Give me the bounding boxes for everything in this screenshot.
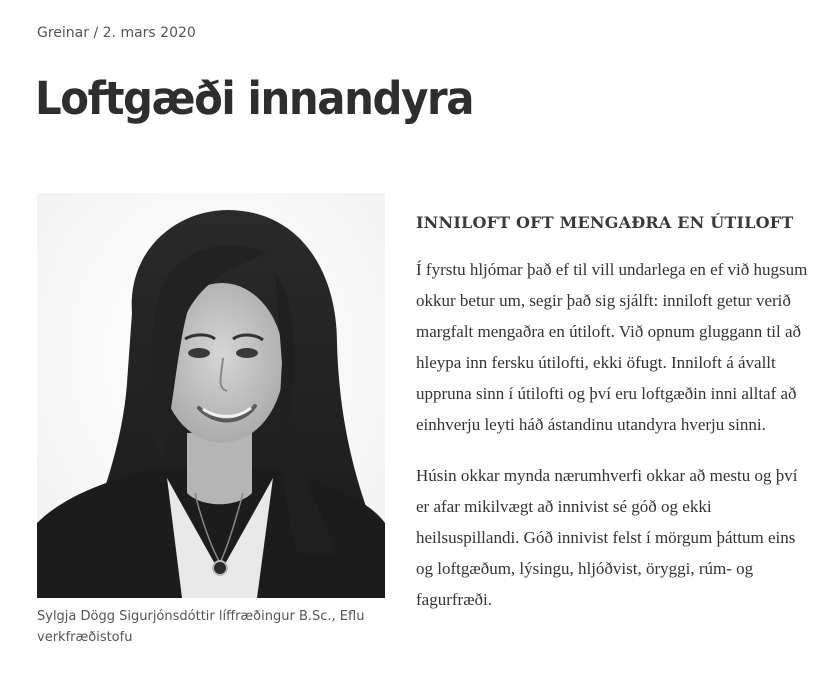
page-title: Loftgæði innandyra xyxy=(35,72,474,125)
category-link[interactable]: Greinar xyxy=(37,25,90,41)
portrait-photo xyxy=(37,193,385,598)
photo-caption: Sylgja Dögg Sigurjónsdóttir líffræðingur B.Sc., Eflu verkfræðistofu xyxy=(37,609,365,645)
article-subheading: INNILOFT OFT MENGAÐRA EN ÚTILOFT xyxy=(416,213,794,232)
post-date: 2. mars 2020 xyxy=(102,25,196,41)
article-paragraph: Í fyrstu hljómar það ef til vill undarlega en ef við hugsum okkur betur um, segir það sig sjálft: inniloft getur verið margfalt mengaðra en útiloft. Við opnum gluggann til að hleypa inn fersku útilofti, ekki öfugt. Inniloft á ávallt uppruna sinn í útilofti og því eru loftgæðin inni alltaf að einhverju leyti háð ástandinu utandyra hverju sinni. xyxy=(416,260,808,434)
post-meta xyxy=(37,25,196,41)
meta-separator: / xyxy=(89,25,103,41)
portrait-figure xyxy=(37,193,385,648)
article-paragraph: Húsin okkar mynda nærumhverfi okkar að mestu og því er afar mikilvægt að innivist sé góð og ekki heilsuspillandi. Góð innivist felst í mörgum þáttum eins og loftgæðum, lýsingu, hljóðvist, öryggi, rúm- og fagurfræði. xyxy=(416,466,798,609)
article-body xyxy=(416,213,811,635)
